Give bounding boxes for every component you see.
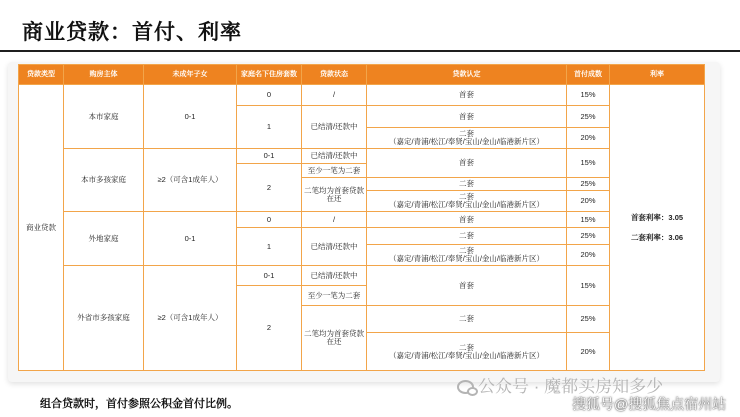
- status-cell: /: [302, 212, 367, 228]
- identify-cell: 二套 （嘉定/青浦/松江/奉贤/宝山/金山/临港新片区）: [367, 128, 567, 149]
- status-cell: 已结清/还款中: [302, 106, 367, 149]
- down-payment-cell: 25%: [567, 178, 610, 191]
- identify-cell: 二套: [367, 178, 567, 191]
- subject-cell: 本市家庭: [64, 85, 144, 149]
- identify-cell: 首套: [367, 212, 567, 228]
- down-payment-cell: 15%: [567, 85, 610, 106]
- status-cell: /: [302, 85, 367, 106]
- table-row: [19, 149, 705, 164]
- houses-cell: 0: [237, 85, 302, 106]
- status-cell: 已结清/还款中: [302, 149, 367, 164]
- title-underline: [0, 50, 740, 52]
- header-cell: 贷款状态: [302, 65, 367, 85]
- houses-cell: 2: [237, 286, 302, 371]
- status-cell: 二笔均为首套贷款在还: [302, 178, 367, 212]
- houses-cell: 1: [237, 106, 302, 149]
- second-home-rate: 二套利率：3.06: [630, 232, 684, 242]
- loan-table: [18, 64, 705, 371]
- subject-cell: 外省市多孩家庭: [64, 266, 144, 371]
- loan-type-cell: 商业贷款: [19, 85, 64, 371]
- header-cell: 贷款认定: [367, 65, 567, 85]
- houses-cell: 0-1: [237, 149, 302, 164]
- children-cell: ≥2（可含1成年人）: [144, 266, 237, 371]
- down-payment-cell: 15%: [567, 266, 610, 306]
- status-cell: 至少一笔为二套: [302, 164, 367, 178]
- down-payment-cell: 25%: [567, 106, 610, 128]
- status-cell: 至少一笔为二套: [302, 286, 367, 306]
- identify-cell: 二套 （嘉定/青浦/松江/奉贤/宝山/金山/临港新片区）: [367, 333, 567, 371]
- down-payment-cell: 15%: [567, 149, 610, 178]
- down-payment-cell: 15%: [567, 212, 610, 228]
- houses-cell: 2: [237, 164, 302, 212]
- identify-cell: 首套: [367, 85, 567, 106]
- watermark-secondary: 搜狐号@搜狐焦点宿州站: [572, 396, 727, 412]
- houses-cell: 0: [237, 212, 302, 228]
- identify-cell: 首套: [367, 149, 567, 178]
- watermark-main-text: 公众号 · 魔都买房知多少: [478, 377, 664, 396]
- status-cell: 已结清/还款中: [302, 266, 367, 286]
- down-payment-cell: 20%: [567, 191, 610, 212]
- houses-cell: 1: [237, 228, 302, 266]
- subject-cell: 本市多孩家庭: [64, 149, 144, 212]
- table-row: [19, 212, 705, 228]
- header-cell: 未成年子女: [144, 65, 237, 85]
- subject-cell: 外地家庭: [64, 212, 144, 266]
- children-cell: 0-1: [144, 85, 237, 149]
- identify-cell: 二套: [367, 306, 567, 333]
- identify-cell: 首套: [367, 106, 567, 128]
- identify-cell: 二套 （嘉定/青浦/松江/奉贤/宝山/金山/临港新片区）: [367, 191, 567, 212]
- header-cell: 首付成数: [567, 65, 610, 85]
- down-payment-cell: 25%: [567, 306, 610, 333]
- down-payment-cell: 20%: [567, 245, 610, 266]
- children-cell: ≥2（可含1成年人）: [144, 149, 237, 212]
- down-payment-cell: 25%: [567, 228, 610, 245]
- header-cell: 家庭名下住房套数: [237, 65, 302, 85]
- header-cell: 购房主体: [64, 65, 144, 85]
- page-title: 商业贷款：首付、利率: [22, 21, 242, 44]
- status-cell: 二笔均为首套贷款在还: [302, 306, 367, 371]
- table-header-row: [19, 65, 705, 85]
- down-payment-cell: 20%: [567, 128, 610, 149]
- children-cell: 0-1: [144, 212, 237, 266]
- down-payment-cell: 20%: [567, 333, 610, 371]
- header-cell: 利率: [610, 65, 705, 85]
- wechat-icon: [457, 380, 474, 394]
- status-cell: 已结清/还款中: [302, 228, 367, 266]
- first-home-rate: 首套利率：3.05: [630, 212, 684, 222]
- table-row: [19, 266, 705, 286]
- houses-cell: 0-1: [237, 266, 302, 286]
- identify-cell: 首套: [367, 266, 567, 306]
- footer-note: 组合贷款时，首付参照公积金首付比例。: [40, 398, 238, 410]
- identify-cell: 二套 （嘉定/青浦/松江/奉贤/宝山/金山/临港新片区）: [367, 245, 567, 266]
- header-cell: 贷款类型: [19, 65, 64, 85]
- table-row: [19, 85, 705, 106]
- rate-cell: [610, 85, 705, 371]
- identify-cell: 二套: [367, 228, 567, 245]
